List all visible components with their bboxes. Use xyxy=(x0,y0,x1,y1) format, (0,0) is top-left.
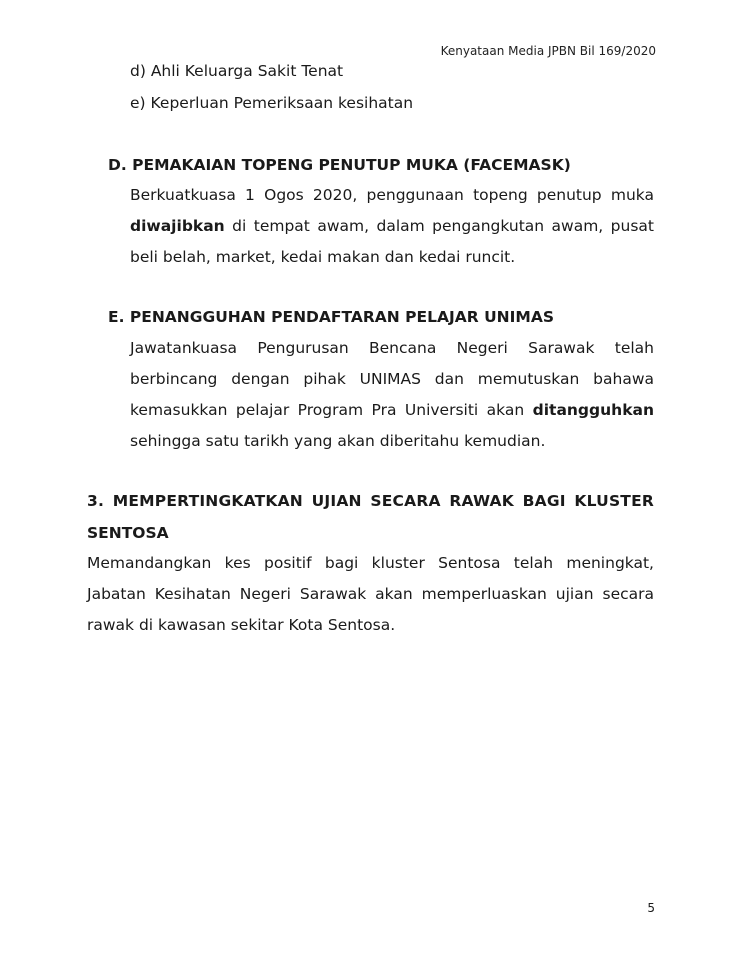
section-d-text-1: Berkuatkuasa 1 Ogos 2020, penggunaan topeng penutup muka xyxy=(130,186,654,204)
section-3-heading-line-2: SENTOSA xyxy=(87,524,169,542)
page-number: 5 xyxy=(647,901,655,915)
section-d-paragraph xyxy=(130,180,654,273)
section-e-text-2: sehingga satu tarikh yang akan diberitahu kemudian. xyxy=(130,432,546,450)
list-item-e: e) Keperluan Pemeriksaan kesihatan xyxy=(130,94,414,112)
section-d-heading: D. PEMAKAIAN TOPENG PENUTUP MUKA (FACEMASK) xyxy=(108,156,571,174)
list-item-d: d) Ahli Keluarga Sakit Tenat xyxy=(130,62,344,80)
section-d-text-2: di tempat awam, dalam pengangkutan awam, pusat beli belah, market, kedai makan dan kedai runcit. xyxy=(130,217,654,266)
section-e-paragraph xyxy=(130,333,654,457)
section-e-text-1: Jawatankuasa Pengurusan Bencana Negeri Sarawak telah berbincang dengan pihak UNIMAS dan memutuskan bahawa kemasukkan pelajar Program Pra Universiti akan xyxy=(130,339,654,419)
section-e-bold: ditangguhkan xyxy=(532,401,654,419)
section-d-bold: diwajibkan xyxy=(130,217,225,235)
section-e-heading: E. PENANGGUHAN PENDAFTARAN PELAJAR UNIMAS xyxy=(108,308,554,326)
header-reference: Kenyataan Media JPBN Bil 169/2020 xyxy=(440,44,656,58)
section-3-heading-line-1: 3. MEMPERTINGKATKAN UJIAN SECARA RAWAK BAGI KLUSTER xyxy=(87,492,654,510)
section-3-paragraph: Memandangkan kes positif bagi kluster Sentosa telah meningkat, Jabatan Kesihatan Negeri Sarawak akan memperluaskan ujian secara rawak di kawasan sekitar Kota Sentosa. xyxy=(87,554,654,634)
